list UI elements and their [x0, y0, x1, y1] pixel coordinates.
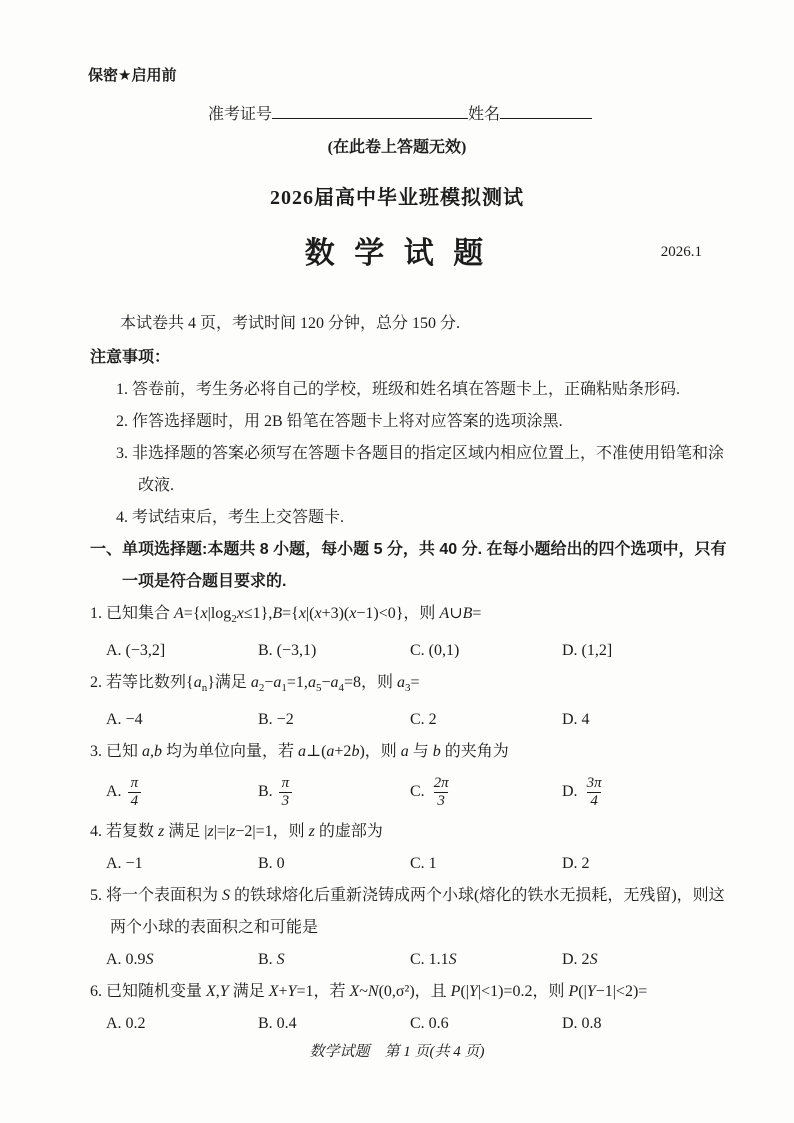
section-1-heading: 一、单项选择题:本题共 8 小题，每小题 5 分，共 40 分. 在每小题给出的四个选项中，只有一项是符合题目要求的.	[90, 541, 727, 590]
question-2-stem: 2. 若等比数列$\{a_n\}$满足 $a_2-a_1=1,a_5-a_4=8$，则 $a_3=$	[90, 674, 420, 695]
question-6-option-a: A. 0.2	[106, 1015, 146, 1033]
fraction: $\frac{\pi}{3}$	[279, 775, 293, 811]
question-3-stem: 3. 已知 a,b 均为单位向量，若 a⊥(a+2b)，则 a 与 b 的夹角为	[90, 743, 509, 761]
security-notice: 保密★启用前	[88, 67, 177, 84]
question-5-option-b: B. S	[258, 951, 285, 969]
question-4-option-c: C. 1	[410, 855, 437, 873]
question-1-option-b: B. (−3,1)	[258, 642, 317, 660]
question-5	[90, 880, 738, 976]
name-label: 姓名	[468, 106, 501, 123]
exam-date: 2026.1	[660, 244, 702, 260]
question-4-stem: 4. 若复数 z 满足 |z|=|z−2|=1，则 z 的虚部为	[90, 823, 383, 841]
question-3	[90, 736, 738, 816]
question-4-option-a: A. −1	[106, 855, 143, 873]
question-6-option-d: D. 0.8	[562, 1015, 602, 1033]
candidate-info-row	[208, 101, 738, 124]
invalid-answer-notice: (在此卷上答题无效)	[327, 139, 467, 156]
question-5-option-a: A. 0.9S	[106, 951, 154, 969]
question-4	[90, 816, 738, 880]
question-4-option-b: B. 0	[258, 855, 285, 873]
exam-session-title: 2026届高中毕业班模拟测试	[270, 187, 524, 209]
question-2-option-b: B. −2	[258, 711, 294, 729]
question-1-option-d: D. (1,2]	[562, 642, 613, 660]
question-1	[90, 598, 738, 667]
notes-list	[90, 374, 738, 534]
name-blank	[500, 103, 592, 119]
paper-title: 数 学 试 题	[304, 237, 490, 270]
question-4-options	[90, 848, 738, 880]
question-3-option-b	[258, 775, 410, 811]
question-6-stem: 6. 已知随机变量 X,Y 满足 X+Y=1，若 X~N(0,σ²)，且 P(|Y|<1)=0.2，则 P(|Y−1|<2)=	[90, 983, 648, 1001]
admission-number-label: 准考证号	[208, 106, 273, 123]
notes-title: 注意事项：	[90, 349, 171, 366]
question-3-options	[90, 768, 738, 816]
note-item-4: 4. 考试结束后，考生上交答题卡.	[116, 509, 345, 526]
fraction: $\frac{\pi}{4}$	[128, 775, 142, 811]
paper-title-row	[0, 234, 794, 274]
question-1-stem: 1. 已知集合 $A=\{x|\log_2x\le 1\},B=\{x|(x+3)(x-1)<0\}$，则 A∪B=	[90, 605, 482, 626]
question-5-stem: 5. 将一个表面积为 S 的铁球熔化后重新浇铸成两个小球(熔化的铁水无损耗，无残留)，则这两个小球的表面积之和可能是	[90, 887, 725, 937]
question-6-option-c: C. 0.6	[410, 1015, 449, 1033]
question-2-options	[90, 704, 738, 736]
question-5-options	[90, 944, 738, 976]
question-2	[90, 667, 738, 736]
option-label: C.	[410, 783, 425, 801]
question-4-option-d: D. 2	[562, 855, 590, 873]
question-6-option-b: B. 0.4	[258, 1015, 297, 1033]
question-6-options	[90, 1008, 738, 1040]
note-item-2: 2. 作答选择题时，用 2B 铅笔在答题卡上将对应答案的选项涂黑.	[116, 413, 563, 430]
question-6	[90, 976, 738, 1040]
page-footer: 数学试题 第 1 页(共 4 页)	[309, 1044, 485, 1060]
note-item-3: 3. 非选择题的答案必须写在答题卡各题目的指定区域内相应位置上，不准使用铅笔和涂改液.	[116, 445, 725, 494]
question-1-option-a: A. (−3,2]	[106, 642, 166, 660]
note-item-1: 1. 答卷前，考生务必将自己的学校，班级和姓名填在答题卡上，正确粘贴条形码.	[116, 381, 681, 398]
question-3-option-c	[410, 775, 562, 811]
question-2-option-c: C. 2	[410, 711, 437, 729]
paper-info: 本试卷共 4 页，考试时间 120 分钟，总分 150 分.	[120, 315, 461, 332]
question-2-option-d: D. 4	[562, 711, 590, 729]
question-3-option-a	[106, 775, 258, 811]
option-label: B.	[258, 783, 273, 801]
option-label: D.	[562, 783, 578, 801]
question-3-option-d	[562, 775, 605, 811]
fraction: $\frac{3\pi}{4}$	[586, 774, 602, 809]
fraction: $\frac{2\pi}{3}$	[433, 774, 449, 809]
question-1-option-c: C. (0,1)	[410, 642, 460, 660]
question-1-options	[90, 635, 738, 667]
question-2-option-a: A. −4	[106, 711, 143, 729]
question-5-option-c: C. 1.1S	[410, 951, 457, 969]
option-label: A.	[106, 783, 122, 801]
question-5-option-d: D. 2S	[562, 951, 598, 969]
admission-number-blank	[272, 103, 468, 119]
